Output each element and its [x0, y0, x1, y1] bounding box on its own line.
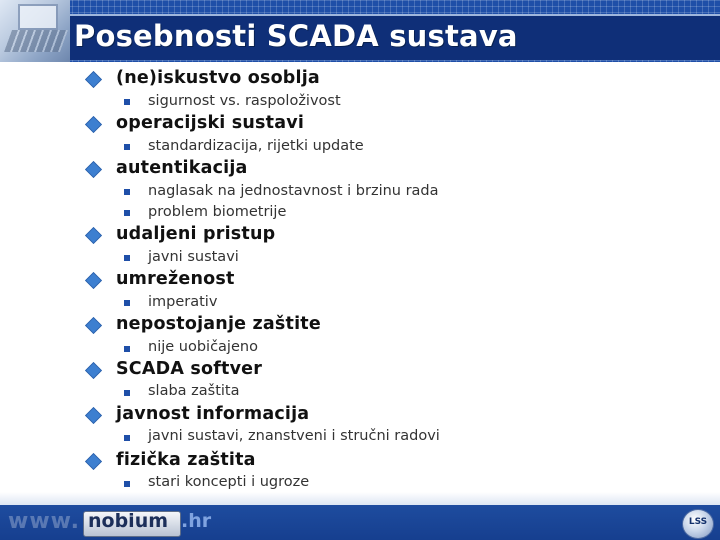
bullet-heading: umreženost	[116, 269, 235, 289]
keyboard-graphic	[4, 30, 68, 52]
slide-title: Posebnosti SCADA sustava	[74, 19, 518, 53]
sub-bullet-text: naglasak na jednostavnost i brzinu rada	[148, 183, 439, 199]
computer-photo	[0, 0, 70, 62]
bullet-heading: (ne)iskustvo osoblja	[116, 68, 320, 88]
sub-bullet-text: standardizacija, rijetki update	[148, 138, 364, 154]
sub-bullet-text: problem biometrije	[148, 204, 287, 220]
footer-watermark: www.	[8, 509, 80, 534]
square-bullet-icon	[124, 390, 130, 396]
bullet-heading: udaljeni pristup	[116, 224, 276, 244]
square-bullet-icon	[124, 99, 130, 105]
bullet-heading: autentikacija	[116, 158, 248, 178]
bullet-heading: javnost informacija	[116, 404, 310, 424]
bullet-heading: operacijski sustavi	[116, 113, 305, 133]
sub-bullet-text: javni sustavi	[148, 249, 239, 265]
nobium-logo: nobium	[88, 510, 169, 532]
lss-badge-label: LSS	[688, 517, 708, 527]
sub-bullet-text: sigurnost vs. raspoloživost	[148, 93, 341, 109]
sub-bullet-text: stari koncepti i ugroze	[148, 474, 310, 490]
slide-header	[0, 0, 720, 62]
sub-bullet-text: javni sustavi, znanstveni i stručni radovi	[148, 428, 440, 444]
square-bullet-icon	[124, 210, 130, 216]
square-bullet-icon	[124, 144, 130, 150]
square-bullet-icon	[124, 481, 130, 487]
bullet-heading: nepostojanje zaštite	[116, 314, 321, 334]
slide-content	[0, 62, 720, 492]
sub-bullet-text: slaba zaštita	[148, 383, 240, 399]
square-bullet-icon	[124, 346, 130, 352]
logo-domain: .hr	[181, 510, 212, 532]
sub-bullet-text: imperativ	[148, 294, 218, 310]
footer-fade	[0, 492, 720, 505]
bullet-heading: fizička zaštita	[116, 450, 256, 470]
square-bullet-icon	[124, 255, 130, 261]
square-bullet-icon	[124, 189, 130, 195]
square-bullet-icon	[124, 300, 130, 306]
sub-bullet-text: nije uobičajeno	[148, 339, 258, 355]
square-bullet-icon	[124, 435, 130, 441]
bullet-heading: SCADA softver	[116, 359, 263, 379]
monitor-graphic	[18, 4, 58, 30]
